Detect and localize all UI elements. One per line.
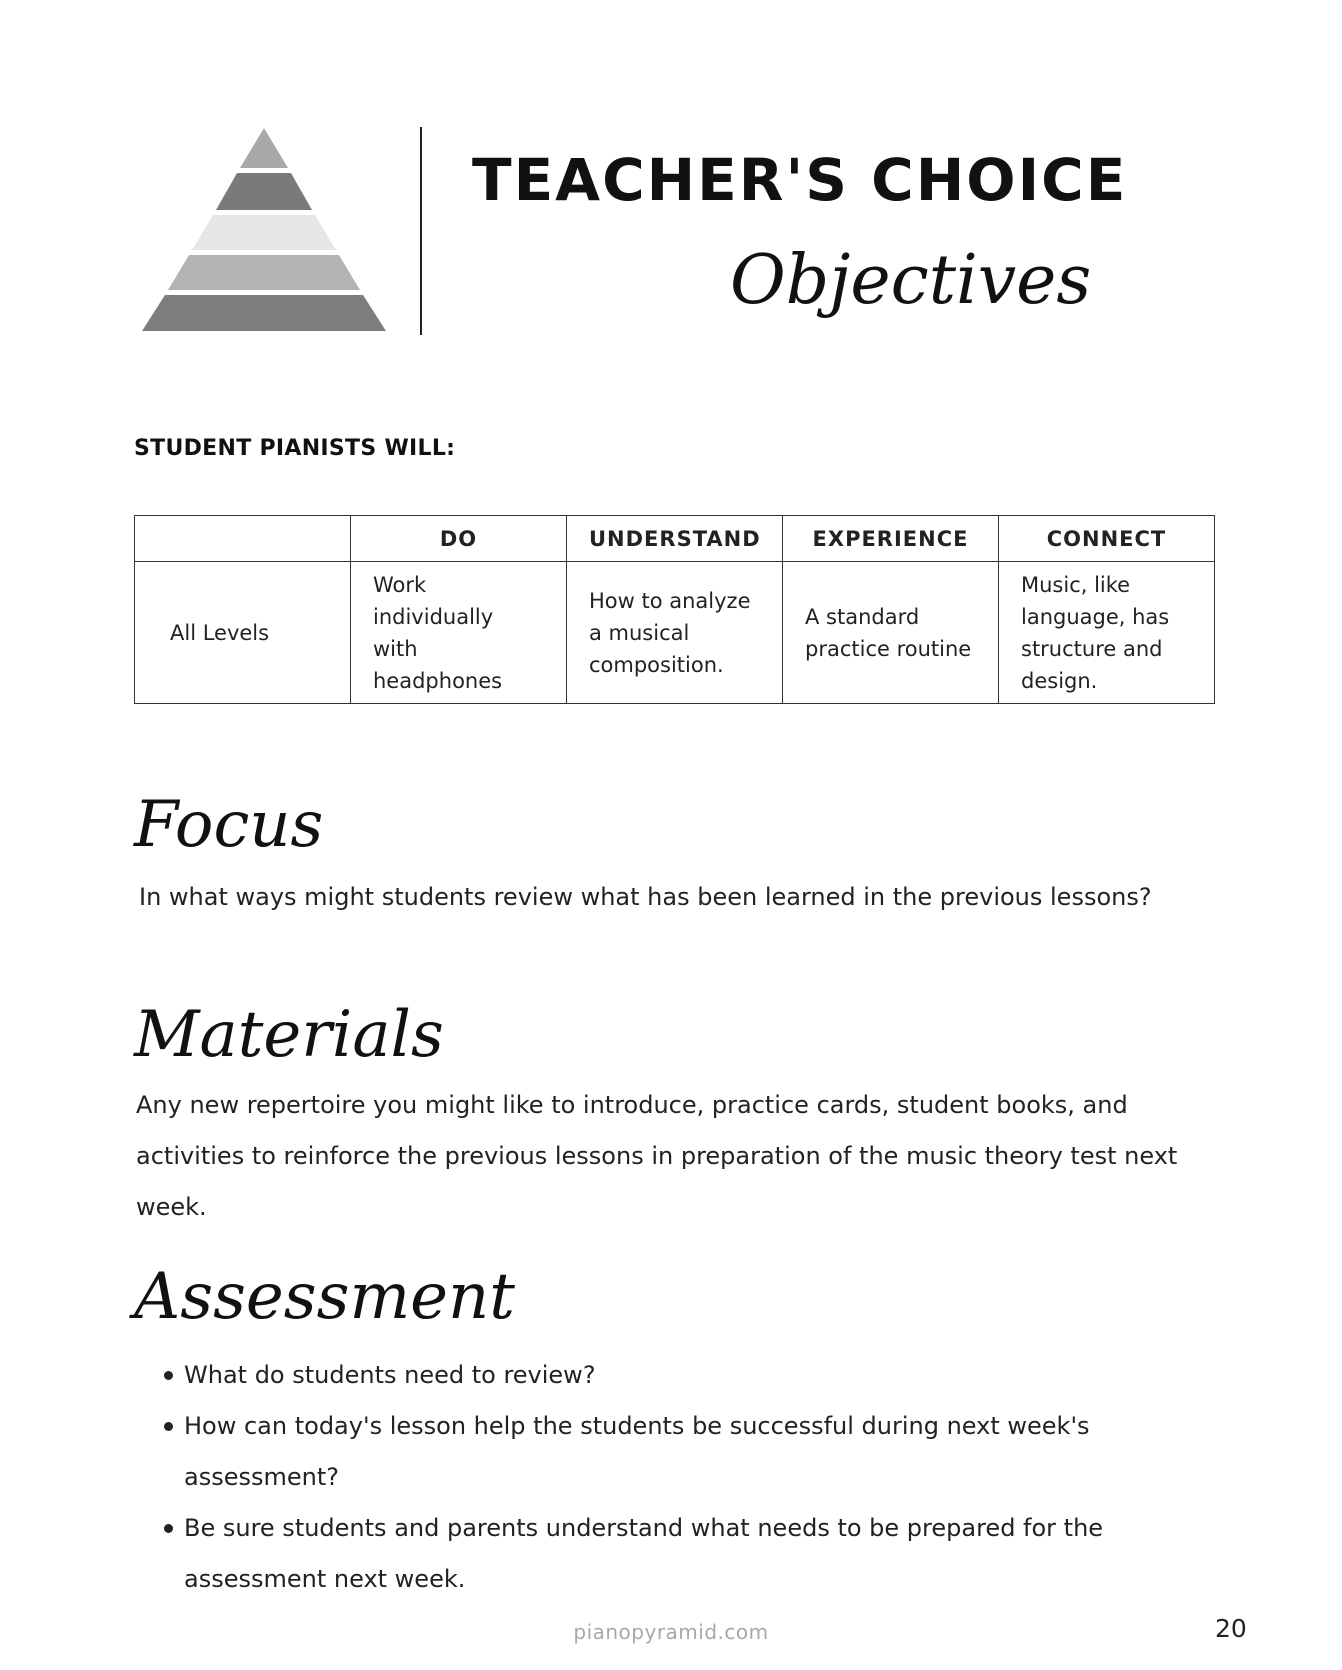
- materials-heading: Materials: [134, 998, 444, 1072]
- list-item-text: What do students need to review?: [184, 1361, 596, 1389]
- header-divider: [420, 127, 422, 335]
- cell-level: All Levels: [135, 562, 351, 704]
- cell-experience: A standard practice routine: [783, 562, 999, 704]
- intro-label: STUDENT PIANISTS WILL:: [134, 436, 456, 461]
- pyramid-tier-1: [240, 128, 288, 168]
- footer-website: pianopyramid.com: [573, 1620, 769, 1644]
- list-item-text: How can today's lesson help the students be successful during next week's assessment?: [184, 1412, 1090, 1491]
- list-item: [140, 1401, 1180, 1503]
- objectives-table: [134, 515, 1215, 704]
- cell-understand: How to analyze a musical composition.: [567, 562, 783, 704]
- page-subtitle: Objectives: [730, 241, 1092, 320]
- materials-text: Any new repertoire you might like to introduce, practice cards, student books, and activities to reinforce the previous lessons in preparation of the music theory test next week.: [136, 1091, 1178, 1221]
- pyramid-tier-5: [142, 295, 386, 331]
- cell-do: Work individually with headphones: [351, 562, 567, 704]
- assessment-list: [140, 1350, 1180, 1605]
- bullet-icon: [164, 1422, 173, 1431]
- column-header-do: DO: [351, 516, 567, 562]
- column-header-understand: UNDERSTAND: [567, 516, 783, 562]
- cell-connect: Music, like language, has structure and design.: [999, 562, 1215, 704]
- table-row: [135, 562, 1215, 704]
- list-item-text: Be sure students and parents understand what needs to be prepared for the assessment next week.: [184, 1514, 1104, 1593]
- page-title: TEACHER'S CHOICE: [472, 146, 1128, 214]
- list-item: [140, 1503, 1180, 1605]
- table-header-row: [135, 516, 1215, 562]
- page-number: 20: [1215, 1614, 1247, 1643]
- column-header-connect: CONNECT: [999, 516, 1215, 562]
- assessment-heading: Assessment: [134, 1260, 515, 1334]
- list-item: [140, 1350, 1180, 1401]
- column-header-experience: EXPERIENCE: [783, 516, 999, 562]
- focus-text: In what ways might students review what has been learned in the previous lessons?: [139, 883, 1152, 911]
- pyramid-tier-3: [192, 215, 336, 250]
- column-header-level: [135, 516, 351, 562]
- bullet-icon: [164, 1524, 173, 1533]
- bullet-icon: [164, 1371, 173, 1380]
- pyramid-tier-4: [168, 255, 360, 290]
- pyramid-icon: [134, 128, 394, 332]
- pyramid-tier-2: [216, 173, 312, 210]
- focus-heading: Focus: [134, 788, 324, 862]
